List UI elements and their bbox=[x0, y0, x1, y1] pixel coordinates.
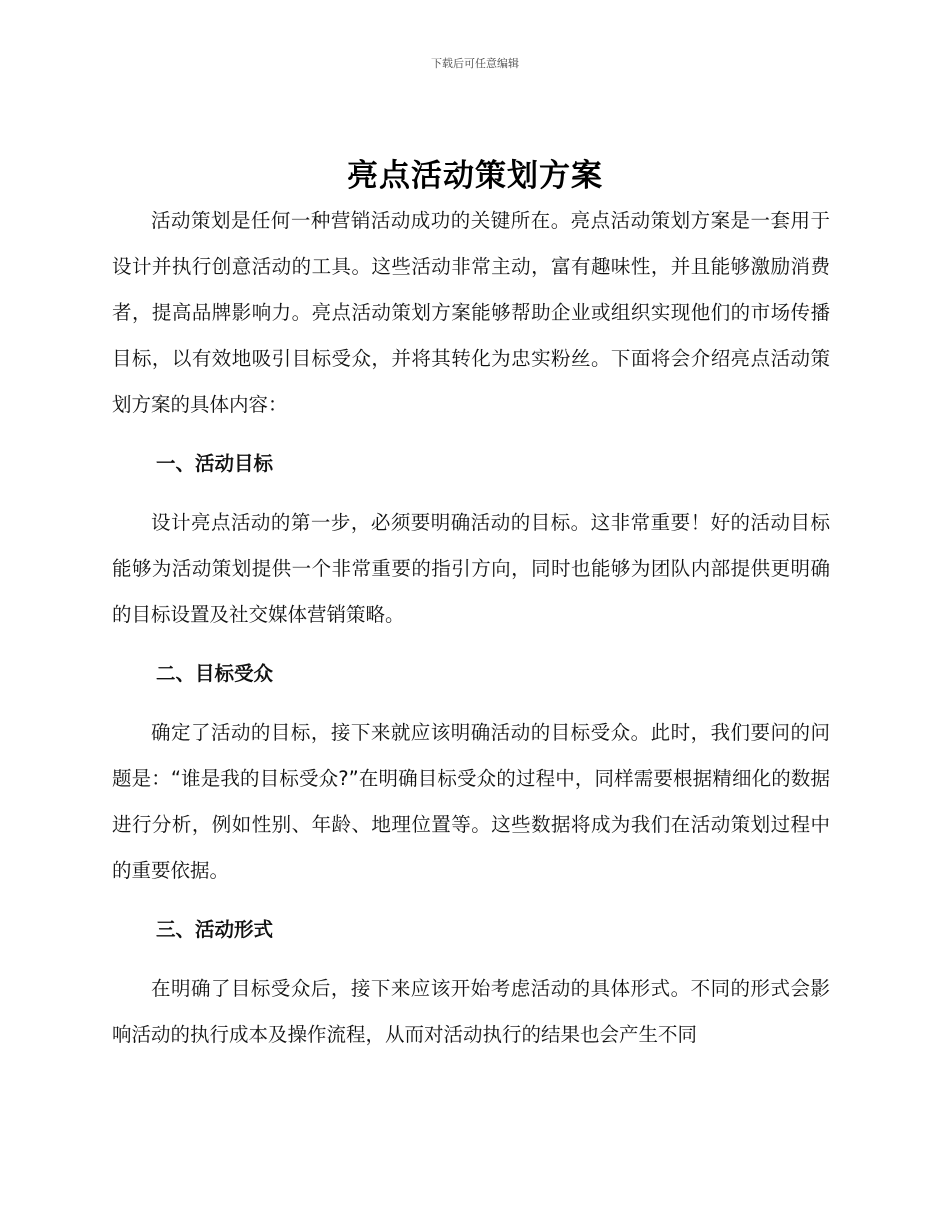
section-heading-activity-format: 三、活动形式 bbox=[156, 918, 274, 941]
page-header-note: 下载后可任意编辑 bbox=[431, 57, 519, 70]
document-title: 亮点活动策划方案 bbox=[347, 158, 603, 194]
document-body bbox=[112, 198, 830, 1058]
section-body-activity-format: 在明确了目标受众后，接下来应该开始考虑活动的具体形式。不同的形式会影响活动的执行成本及操作流程，从而对活动执行的结果也会产生不同 bbox=[112, 977, 830, 1046]
section-heading-activity-goal: 一、活动目标 bbox=[156, 452, 274, 475]
section-heading-target-audience: 二、目标受众 bbox=[156, 662, 274, 685]
intro-paragraph: 活动策划是任何一种营销活动成功的关键所在。亮点活动策划方案是一套用于设计并执行创意活动的工具。这些活动非常主动，富有趣味性，并且能够激励消费者，提高品牌影响力。亮点活动策划方案能够帮助企业或组织实现他们的市场传播目标，以有效地吸引目标受众，并将其转化为忠实粉丝。下面将会介绍亮点活动策划方案的具体内容： bbox=[112, 209, 830, 416]
section-body-target-audience: 确定了活动的目标，接下来就应该明确活动的目标受众。此时，我们要问的问题是：“谁是我的目标受众?”在明确目标受众的过程中，同样需要根据精细化的数据进行分析，例如性别、年龄、地理位置等。这些数据将成为我们在活动策划过程中的重要依据。 bbox=[112, 721, 830, 882]
section-body-activity-goal: 设计亮点活动的第一步，必须要明确活动的目标。这非常重要！好的活动目标能够为活动策划提供一个非常重要的指引方向，同时也能够为团队内部提供更明确的目标设置及社交媒体营销策略。 bbox=[112, 511, 830, 626]
